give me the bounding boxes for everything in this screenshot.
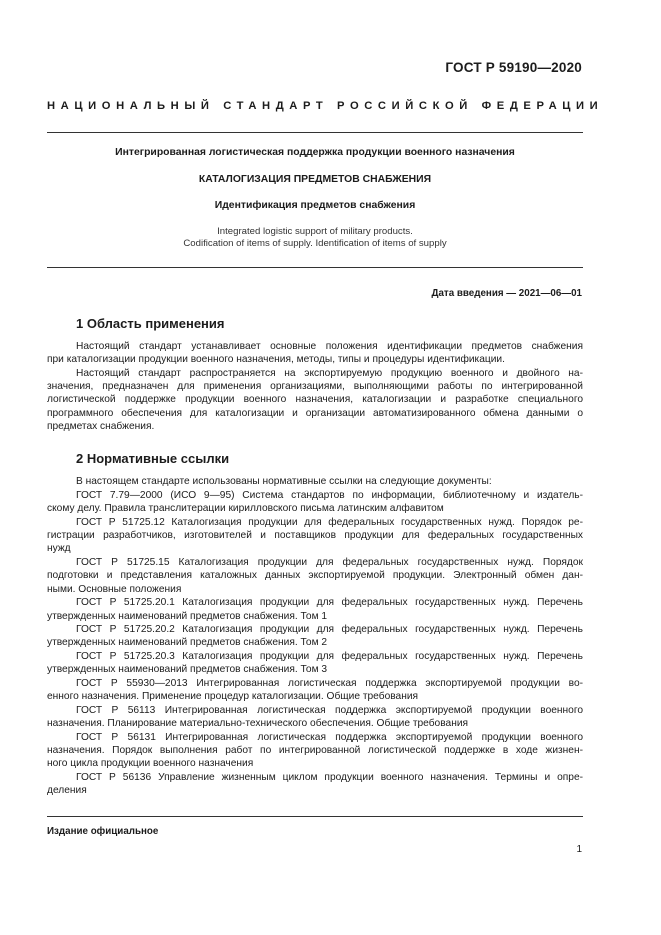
section-1-line: логистической поддержке продукции военного назначения, каталогизации и разработке специального xyxy=(47,394,583,405)
section-1-heading: 1 Область применения xyxy=(76,316,225,331)
section-1-line: Настоящий стандарт распространяется на экспортируемую продукцию военного и двойного на- xyxy=(76,368,583,379)
reference-line: ного цикла продукции военного назначения xyxy=(47,758,254,769)
reference-line: деления xyxy=(47,785,87,796)
reference-line: ГОСТ Р 51725.20.2 Каталогизация продукции для федеральных государственных нужд. Перечень xyxy=(76,624,583,635)
reference-line: ГОСТ Р 51725.12 Каталогизация продукции для федеральных государственных нужд. Порядок ре- xyxy=(76,517,583,528)
reference-line: назначения. Порядок выполнения работ по интегрированной логистической поддержке в ходе жизнен- xyxy=(47,745,583,756)
official-edition-label: Издание официальное xyxy=(47,826,159,837)
section-2-line: В настоящем стандарте использованы нормативные ссылки на следующие документы: xyxy=(76,476,492,487)
reference-line: ГОСТ Р 51725.20.1 Каталогизация продукции для федеральных государственных нужд. Перечень xyxy=(76,597,583,608)
title-line-1: Интегрированная логистическая поддержка продукции военного назначения xyxy=(115,147,515,158)
reference-line: ГОСТ Р 51725.20.3 Каталогизация продукции для федеральных государственных нужд. Перечень xyxy=(76,651,583,662)
section-1-line: значения, предназначен для применения организациями, выполняющими работы по интегрированной xyxy=(47,381,583,392)
section-1-line: программного обеспечения для каталогизации и организации автоматизированного обмена данными о xyxy=(47,408,583,419)
reference-line: назначения. Планирование материально-технического обеспечения. Общие требования xyxy=(47,718,469,729)
reference-line: ными. Основные положения xyxy=(47,584,182,595)
reference-line: подготовки и представления каталожных данных экспортируемой продукции. Электронный обмен дан- xyxy=(47,570,583,581)
section-2-heading: 2 Нормативные ссылки xyxy=(76,451,230,466)
reference-line: ГОСТ Р 51725.15 Каталогизация продукции для федеральных государственных нужд. Порядок xyxy=(76,557,583,568)
reference-line: утвержденных наименований предметов снабжения. Том 3 xyxy=(47,664,328,675)
reference-line: гистрации разработчиков, изготовителей и поставщиков продукции для федеральных государственных xyxy=(47,530,583,541)
reference-line: ГОСТ Р 55930—2013 Интегрированная логистическая поддержка экспортируемой продукции во- xyxy=(76,678,583,689)
english-title-line-1: Integrated logistic support of military products. xyxy=(217,226,413,237)
reference-line: нужд xyxy=(47,543,71,554)
reference-line: ГОСТ Р 56136 Управление жизненным циклом продукции военного назначения. Термины и опре- xyxy=(76,772,583,783)
reference-line: ГОСТ 7.79—2000 (ИСО 9—95) Система стандартов по информации, библиотечному и издатель- xyxy=(76,490,583,501)
title-line-2: КАТАЛОГИЗАЦИЯ ПРЕДМЕТОВ СНАБЖЕНИЯ xyxy=(198,174,432,185)
reference-line: утвержденных наименований предметов снабжения. Том 1 xyxy=(47,611,328,622)
introduction-date: Дата введения — 2021—06—01 xyxy=(431,288,582,299)
divider-title xyxy=(47,267,583,268)
page-number: 1 xyxy=(576,844,582,855)
national-standard-title: НАЦИОНАЛЬНЫЙ СТАНДАРТ РОССИЙСКОЙ ФЕДЕРАЦИИ xyxy=(47,100,604,112)
divider-footer xyxy=(47,816,583,817)
standard-code: ГОСТ Р 59190—2020 xyxy=(445,60,582,75)
reference-line: ГОСТ Р 56131 Интегрированная логистическая поддержка экспортируемой продукции военного xyxy=(76,732,583,743)
english-title-line-2: Codification of items of supply. Identification of items of supply xyxy=(183,238,447,249)
reference-line: енного назначения. Применение процедур каталогизации. Общие требования xyxy=(47,691,419,702)
title-line-3: Идентификация предметов снабжения xyxy=(214,200,416,211)
reference-line: ГОСТ Р 56113 Интегрированная логистическая поддержка экспортируемой продукции военного xyxy=(76,705,583,716)
reference-line: утвержденных наименований предметов снабжения. Том 2 xyxy=(47,637,328,648)
section-1-line: при каталогизации продукции военного назначения, методы, типы и процедуры идентификации. xyxy=(47,354,505,365)
reference-line: скому делу. Правила транслитерации кирилловского письма латинским алфавитом xyxy=(47,503,444,514)
section-1-line: Настоящий стандарт устанавливает основные положения идентификации предметов снабжения xyxy=(76,341,583,352)
divider-top xyxy=(47,132,583,133)
section-1-line: предметах снабжения. xyxy=(47,421,155,432)
